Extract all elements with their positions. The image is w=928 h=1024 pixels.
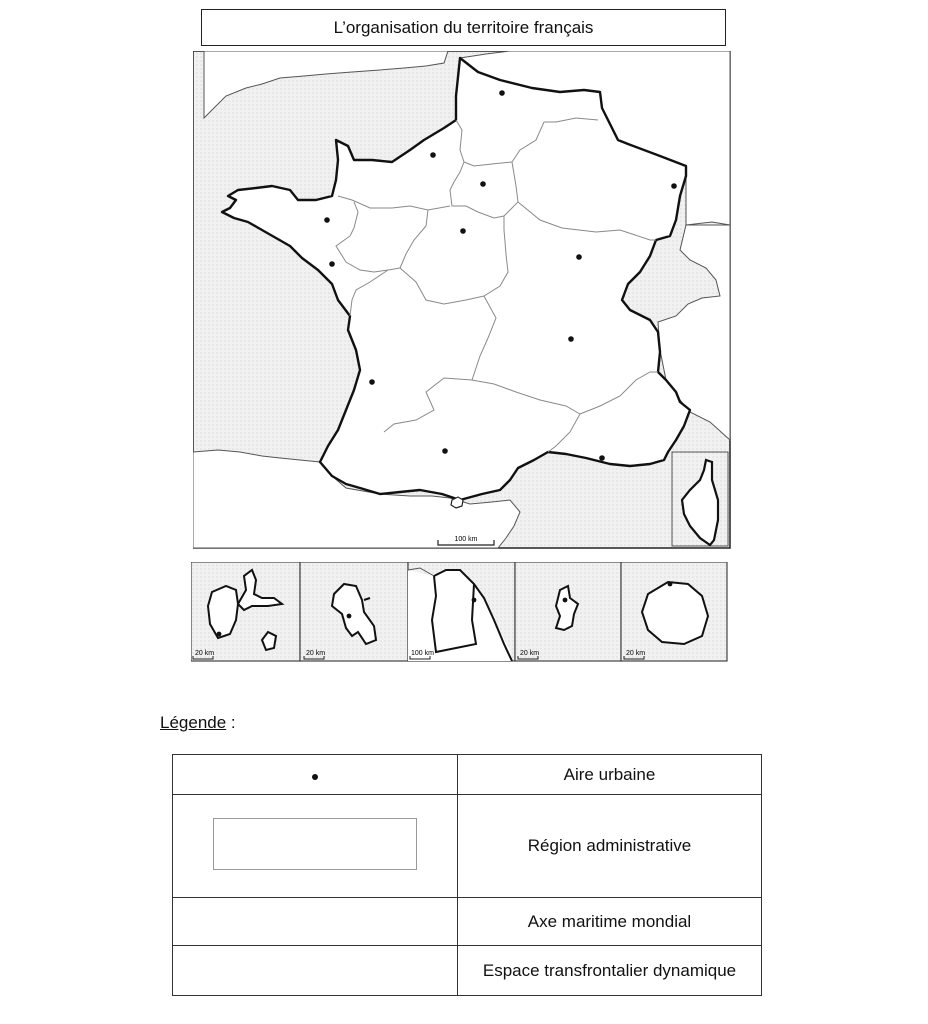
overseas-insets — [191, 562, 728, 662]
city-dot — [599, 455, 605, 461]
scale-label: 20 km — [520, 650, 540, 657]
city-dot — [480, 181, 486, 187]
scale-label: 20 km — [626, 650, 646, 657]
legend-label-cell: Aire urbaine — [458, 755, 762, 795]
city-dot — [568, 336, 574, 342]
city-dot — [324, 217, 330, 223]
legend-row-maritime — [173, 898, 762, 946]
legend-row-region — [173, 795, 762, 898]
urban-dot-symbol — [312, 774, 318, 780]
city-dot — [576, 254, 582, 260]
inset-martinique — [300, 562, 408, 661]
city-dot — [369, 379, 375, 385]
region-rectangle-symbol — [213, 818, 417, 870]
legend-label-cell: Espace transfrontalier dynamique — [458, 946, 762, 996]
city-dot — [442, 448, 448, 454]
main-map — [193, 51, 731, 549]
city-dot — [430, 152, 436, 158]
legend-symbol-cell — [173, 755, 458, 795]
inset-reunion — [621, 562, 727, 661]
legend-label-cell: Région administrative — [458, 795, 762, 898]
scale-label-main: 100 km — [454, 536, 478, 543]
inset-guyane — [408, 562, 515, 661]
legend-heading-text: Légende — [160, 713, 227, 732]
city-dot — [499, 90, 505, 96]
inset-mayotte — [515, 562, 621, 661]
legend-heading-colon: : — [226, 713, 236, 732]
legend-table — [172, 754, 762, 996]
legend-label-cell: Axe maritime mondial — [458, 898, 762, 946]
city-dot — [460, 228, 466, 234]
city-dot — [671, 183, 677, 189]
city-dot — [329, 261, 335, 267]
inset-guadeloupe — [191, 562, 300, 661]
legend-symbol-cell — [173, 946, 458, 996]
legend-row-crossborder — [173, 946, 762, 996]
scale-label: 100 km — [411, 650, 434, 657]
scale-label: 20 km — [195, 650, 215, 657]
legend-row-urban — [173, 755, 762, 795]
legend-symbol-cell — [173, 898, 458, 946]
scale-label: 20 km — [306, 650, 326, 657]
legend-symbol-cell — [173, 795, 458, 898]
map-title: L’organisation du territoire français — [201, 9, 726, 46]
legend-heading — [160, 713, 236, 733]
